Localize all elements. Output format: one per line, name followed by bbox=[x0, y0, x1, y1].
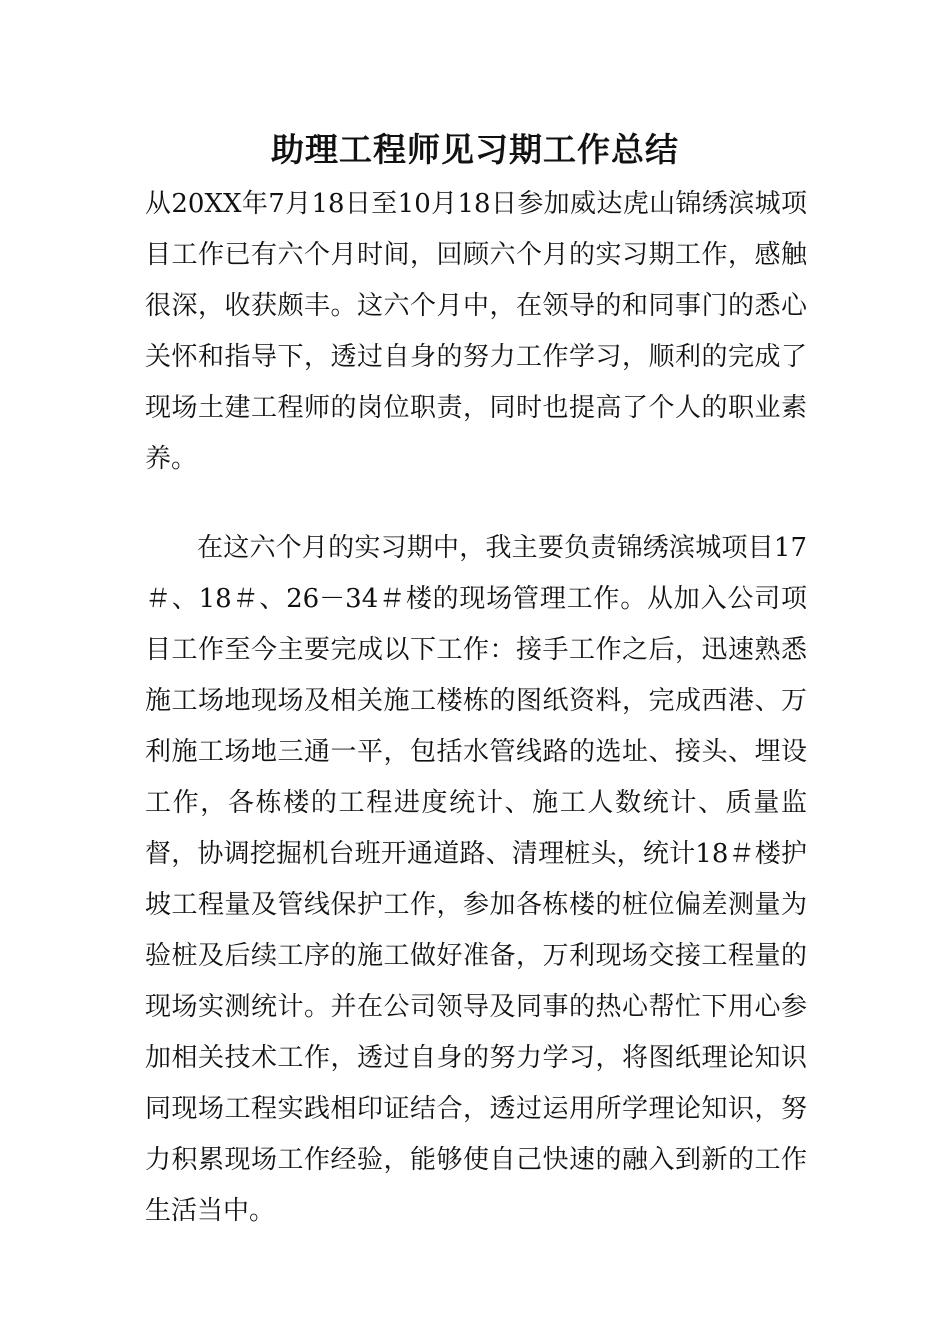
document-title: 助理工程师见习期工作总结 bbox=[271, 130, 679, 169]
paragraph-intro: 从20XX年7月18日至10月18日参加威达虎山锦绣滨城项目工作已有六个月时间，回顾六个月的实习期工作，感触很深，收获颇丰。这六个月中，在领导的和同事门的悉心关怀和指导下，透过自身的努力工作学习，顺利的完成了现场土建工程师的岗位职责，同时也提高了个人的职业素养。 bbox=[145, 189, 807, 474]
paragraph-work-summary: 在这六个月的实习期中，我主要负责锦绣滨城项目17＃、18＃、26－34＃楼的现场管理工作。从加入公司项目工作至今主要完成以下工作：接手工作之后，迅速熟悉施工场地现场及相关施工楼栋的图纸资料，完成西港、万利施工场地三通一平，包括水管线路的选址、接头、埋设工作，各栋楼的工程进度统计、施工人数统计、质量监督，协调挖掘机台班开通道路、清理桩头，统计18＃楼护坡工程量及管线保护工作，参加各栋楼的桩位偏差测量为验桩及后续工序的施工做好准备，万利现场交接工程量的现场实测统计。并在公司领导及同事的热心帮忙下用心参加相关技术工作，透过自身的努力学习，将图纸理论知识同现场工程实践相印证结合，透过运用所学理论知识，努力积累现场工作经验，能够使自己快速的融入到新的工作生活当中。 bbox=[145, 533, 807, 1226]
